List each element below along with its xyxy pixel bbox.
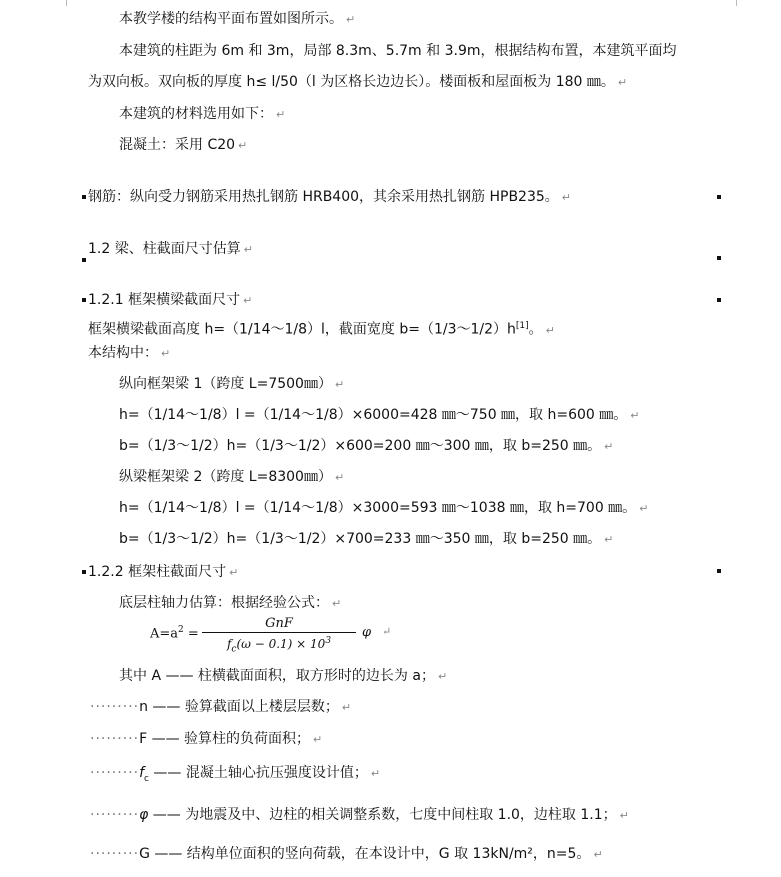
- margin-corner-mark: [66, 0, 67, 6]
- paragraph-mark-icon: ↵: [370, 767, 381, 780]
- definition-line: ·········G —— 结构单位面积的竖向荷载，在本设计中，G 取 13kN/m²，n=5。 ↵: [90, 846, 603, 862]
- paragraph-mark-icon: ↵: [313, 733, 323, 746]
- list-bullet-icon: [82, 298, 86, 302]
- paragraph: 钢筋：纵向受力钢筋采用热扎钢筋 HRB400，其余采用热扎钢筋 HPB235。 ↵: [88, 189, 571, 205]
- definition-line: ·········n —— 验算截面以上楼层层数； ↵: [90, 699, 352, 715]
- paragraph: 框架横梁截面高度 h=（1/14～1/8）l，截面宽度 b=（1/3～1/2）h[1]。 ↵: [88, 321, 555, 338]
- paragraph-mark-icon: ↵: [604, 440, 614, 453]
- subsection-heading: 1.2.1 框架横梁截面尺寸 ↵: [88, 292, 253, 308]
- paragraph: 本结构中： ↵: [88, 345, 171, 361]
- format-mark-icon: [717, 569, 721, 573]
- paragraph: 本建筑的柱距为 6m 和 3m，局部 8.3m、5.7m 和 3.9m，根据结构布置，本建筑平面均: [119, 43, 677, 59]
- paragraph: 本教学楼的结构平面布置如图所示。 ↵: [119, 11, 356, 27]
- definition-line: 其中 A —— 柱横截面面积，取方形时的边长为 a； ↵: [119, 668, 448, 684]
- paragraph-mark-icon: ↵: [341, 701, 352, 714]
- formula-line: h=（1/14～1/8）l =（1/14～1/8）×3000=593 ㎜～1038 ㎜，取 h=700 ㎜。 ↵: [119, 500, 649, 516]
- paragraph-mark-icon: ↵: [332, 597, 342, 610]
- paragraph-mark-icon: ↵: [639, 502, 649, 515]
- paragraph-mark-icon: ↵: [617, 76, 628, 89]
- tab-leader: ·········: [90, 731, 140, 747]
- paragraph: 混凝土：采用 C20 ↵: [119, 137, 248, 153]
- paragraph-mark-icon: ↵: [561, 191, 571, 204]
- formula-line: b=（1/3～1/2）h=（1/3～1/2）×700=233 ㎜～350 ㎜，取 b=250 ㎜。 ↵: [119, 531, 614, 547]
- definition-line: ·········φ —— 为地震及中、边柱的相关调整系数，七度中间柱取 1.0，边柱取 1.1； ↵: [90, 807, 629, 823]
- format-mark-icon: [717, 256, 721, 260]
- section-heading: 1.2 梁、柱截面尺寸估算 ↵: [88, 241, 253, 257]
- paragraph-mark-icon: ↵: [593, 848, 603, 861]
- definition-line: $\cdot\cdot\cdot\cdot\cdot\cdot\cdot\cdot\cdot f_c$ —— 混凝土轴心抗压强度设计值； ↵: [90, 765, 381, 784]
- paragraph: 纵向框架梁 1（跨度 L=7500㎜） ↵: [119, 376, 345, 392]
- paragraph-mark-icon: ↵: [161, 347, 171, 360]
- paragraph-mark-icon: ↵: [276, 108, 286, 121]
- paragraph-mark-icon: ↵: [238, 139, 248, 152]
- subsection-heading: 1.2.2 框架柱截面尺寸 ↵: [88, 564, 239, 580]
- document-page: 本教学楼的结构平面布置如图所示。 ↵ 本建筑的柱距为 6m 和 3m，局部 8.3m、5.7m 和 3.9m，根据结构布置，本建筑平面均 为双向板。双向板的厚度 h≤ l/50（l 为区格长边边长）。楼面板和屋面板为 180 ㎜。 ↵ 本建筑的材料选用如下： ↵ 混凝土：采用 C20 ↵ 钢筋：纵向受力钢筋采用热扎钢筋 HRB400，其余采用热扎钢筋 HPB235。 ↵ 1.2 梁、柱截面尺寸估算 ↵ 1.2.1 框架横梁截面尺寸 ↵ 框架横梁截面高度 h=（1/14～1/8）l，截面宽度 b=（1/3～1/2）h[1]。 ↵ 本结构中： ↵ 纵向框架梁 1（跨度 L=7500㎜） ↵ h=（1/14～1/8）l =（1/14～1/8）×6000=428 ㎜～750 ㎜，取 h=600 ㎜。 ↵ b=（1/3～1/2）h=（1/3～1/2）×600=200 ㎜～300 ㎜，取 b=250 ㎜。 ↵ 纵梁框架梁 2（跨度 L=8300㎜） ↵ h=（1/14～1/8）l =（1/14～1/8）×3000=593 ㎜～1038 ㎜，取 h=700 ㎜。 ↵ b=（1/3～1/2）h=（1/3～1/2）×700=233 ㎜～350 ㎜，取 b=250 ㎜。 ↵ 1.2.2 框架柱截面尺寸 ↵ 底层柱轴力估算：根据经验公式： ↵ $A=a^2$ = GnF $f_c(\omega - 0.1) \times 10^3$ φ ↵ 其中 A —— 柱横截面面积，取方形时的边长为 a； ↵ ·········n —— 验算截面以上楼层层数； ↵ ·········F —— 验算柱的负荷面积； ↵ $\cdot\cdot\cdot\cdot\cdot\cdot\cdot\cdot\cdot f_c$ —— 混凝土轴心抗压强度设计值； ↵ ·········φ —— 为地震及中、边柱的相关调整系数，七度中间柱取 1.0，边柱取 1.1； ↵ ·········G —— 结构单位面积的竖向荷载，在本设计中，G 取 13kN/m²，n=5。 ↵: [0, 0, 781, 877]
- paragraph-mark-icon: ↵: [243, 294, 253, 307]
- list-bullet-icon: [82, 195, 86, 199]
- paragraph-mark-icon: ↵: [437, 670, 448, 683]
- paragraph-mark-icon: ↵: [334, 378, 345, 391]
- paragraph: 纵梁框架梁 2（跨度 L=8300㎜） ↵: [119, 469, 345, 485]
- paragraph-mark-icon: ↵: [229, 566, 239, 579]
- tab-leader: ·········: [90, 807, 140, 823]
- formula-fraction: GnF $f_c(\omega - 0.1) \times 10^3$: [202, 616, 356, 657]
- paragraph-mark-icon: ↵: [243, 243, 253, 256]
- paragraph-mark-icon: ↵: [630, 409, 640, 422]
- formula-line: h=（1/14～1/8）l =（1/14～1/8）×6000=428 ㎜～750 ㎜，取 h=600 ㎜。 ↵: [119, 407, 640, 423]
- paragraph: 为双向板。双向板的厚度 h≤ l/50（l 为区格长边边长）。楼面板和屋面板为 180 ㎜。 ↵: [88, 74, 628, 90]
- list-bullet-icon: [82, 258, 86, 262]
- format-mark-icon: [717, 195, 721, 199]
- list-bullet-icon: [82, 570, 86, 574]
- margin-corner-mark: [736, 0, 737, 6]
- paragraph-mark-icon: ↵: [334, 471, 345, 484]
- tab-leader: ·········: [90, 846, 140, 862]
- definition-line: ·········F —— 验算柱的负荷面积； ↵: [90, 731, 323, 747]
- paragraph-mark-icon: ↵: [619, 809, 629, 822]
- formula-line: b=（1/3～1/2）h=（1/3～1/2）×600=200 ㎜～300 ㎜，取 b=250 ㎜。 ↵: [119, 438, 614, 454]
- paragraph-mark-icon: ↵: [382, 625, 392, 638]
- paragraph: 底层柱轴力估算：根据经验公式： ↵: [119, 595, 342, 611]
- format-mark-icon: [717, 298, 721, 302]
- paragraph: 本建筑的材料选用如下： ↵: [119, 106, 286, 122]
- tab-leader: ·········: [90, 765, 140, 781]
- tab-leader: ·········: [90, 699, 140, 715]
- paragraph-mark-icon: ↵: [545, 323, 555, 337]
- paragraph-mark-icon: ↵: [346, 13, 356, 26]
- paragraph-mark-icon: ↵: [604, 533, 614, 546]
